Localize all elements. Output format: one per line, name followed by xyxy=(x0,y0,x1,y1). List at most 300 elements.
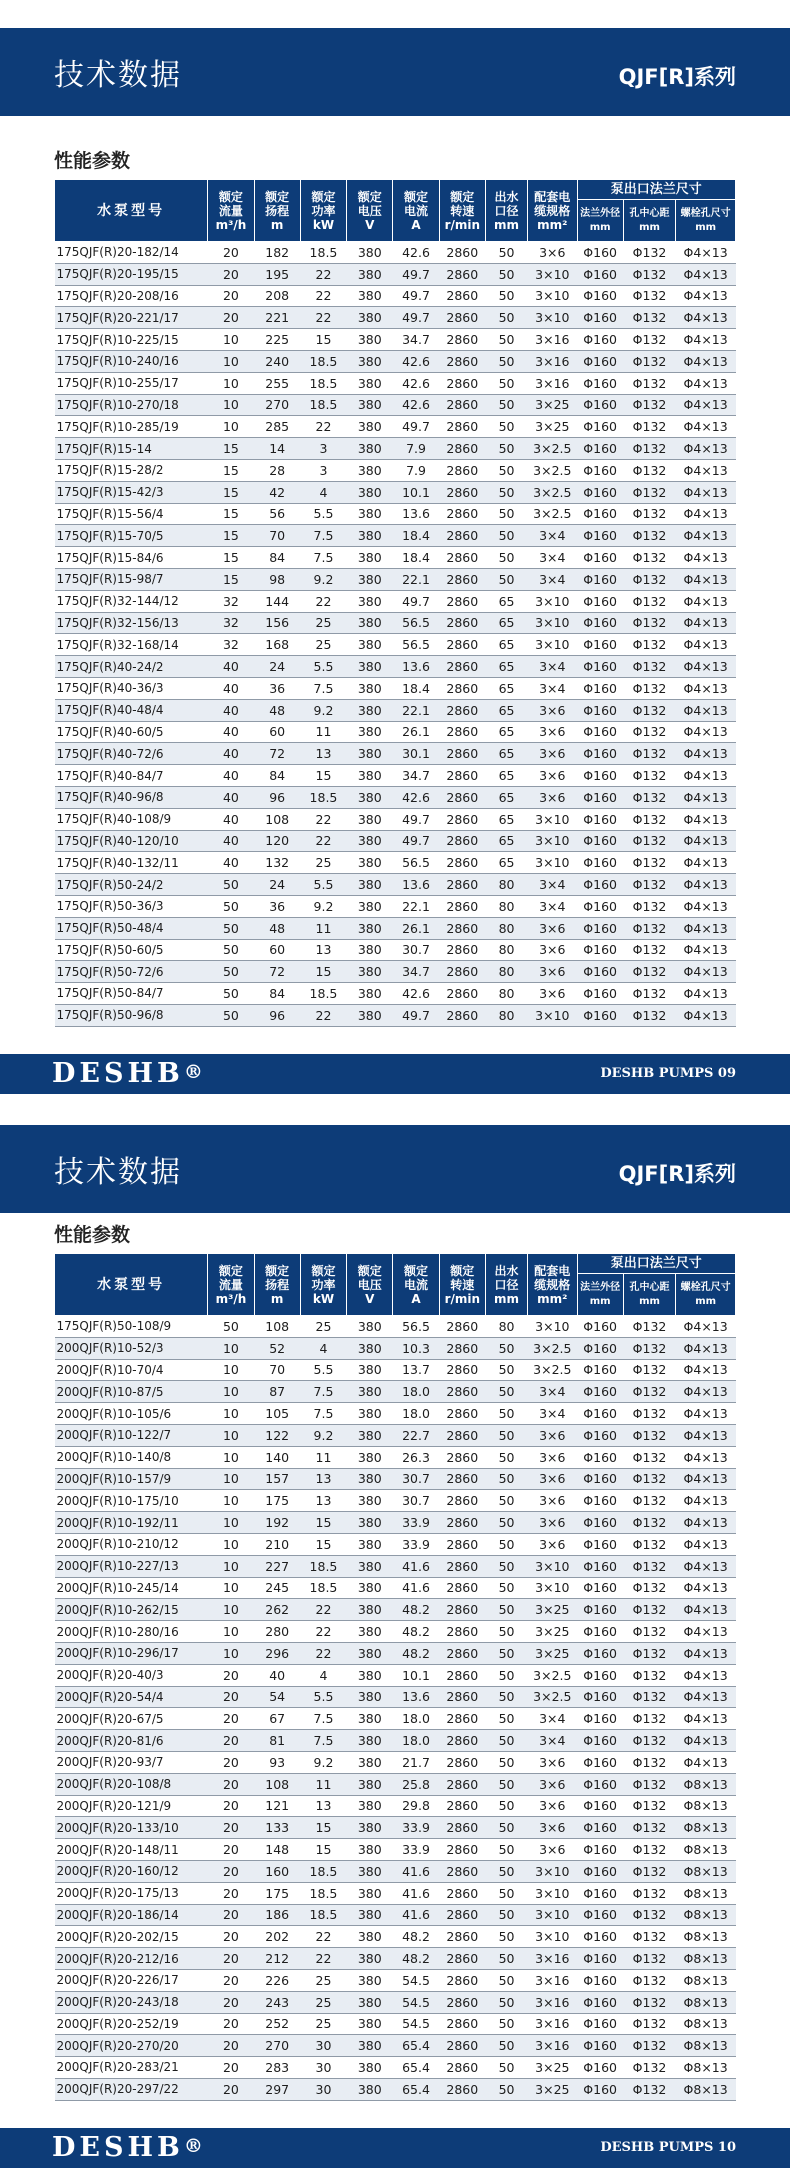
table-cell: 3×16 xyxy=(528,2035,577,2057)
table-cell: Φ4×13 xyxy=(676,1642,736,1664)
table-cell: 80 xyxy=(485,1316,527,1338)
table-cell: Φ4×13 xyxy=(676,1468,736,1490)
table-cell: 7.5 xyxy=(300,1730,346,1752)
cell-model: 175QJF(R)10-255/17 xyxy=(55,372,208,394)
table-cell: 380 xyxy=(347,1424,393,1446)
table-cell: 2860 xyxy=(439,2057,485,2079)
table-cell: 380 xyxy=(347,394,393,416)
table-cell: 18.4 xyxy=(393,525,439,547)
table-cell: 380 xyxy=(347,961,393,983)
table-cell: Φ4×13 xyxy=(676,242,736,264)
table-cell: 2860 xyxy=(439,350,485,372)
table-cell: 221 xyxy=(254,307,300,329)
table-cell: 20 xyxy=(208,1839,254,1861)
table-cell: 24 xyxy=(254,874,300,896)
table-cell: Φ132 xyxy=(623,1424,675,1446)
table-cell: Φ4×13 xyxy=(676,1621,736,1643)
cell-model: 175QJF(R)40-72/6 xyxy=(55,743,208,765)
table-cell: 285 xyxy=(254,416,300,438)
table-cell: 212 xyxy=(254,1948,300,1970)
table-cell: Φ132 xyxy=(623,1599,675,1621)
table-cell: 50 xyxy=(485,1446,527,1468)
cell-model: 175QJF(R)20-182/14 xyxy=(55,242,208,264)
table-cell: 20 xyxy=(208,2035,254,2057)
table-cell: 13.6 xyxy=(393,874,439,896)
table-cell: Φ4×13 xyxy=(676,743,736,765)
table-cell: 380 xyxy=(347,372,393,394)
col-hole-center: 孔中心距 mm xyxy=(623,1274,675,1316)
table-cell: Φ4×13 xyxy=(676,394,736,416)
table-cell: 3×4 xyxy=(528,1708,577,1730)
table-cell: 380 xyxy=(347,1686,393,1708)
table-cell: 3×6 xyxy=(528,699,577,721)
col-flange-group: 泵出口法兰尺寸 xyxy=(577,180,736,200)
table-cell: 18.4 xyxy=(393,677,439,699)
table-cell: 380 xyxy=(347,416,393,438)
table-cell: 30.7 xyxy=(393,939,439,961)
table-cell: Φ4×13 xyxy=(676,634,736,656)
cell-model: 200QJF(R)10-262/15 xyxy=(55,1599,208,1621)
brand-logo: DESHB® xyxy=(52,2132,203,2163)
table-row xyxy=(55,1555,736,1577)
table-cell: Φ132 xyxy=(623,634,675,656)
cell-model: 200QJF(R)20-81/6 xyxy=(55,1730,208,1752)
table-cell: 210 xyxy=(254,1533,300,1555)
table-row xyxy=(55,874,736,896)
table-cell: Φ160 xyxy=(577,743,623,765)
table-cell: 2860 xyxy=(439,612,485,634)
table-cell: 50 xyxy=(485,1490,527,1512)
table-cell: 380 xyxy=(347,656,393,678)
table-cell: Φ4×13 xyxy=(676,1381,736,1403)
table-cell: 50 xyxy=(208,874,254,896)
table-cell: 50 xyxy=(208,983,254,1005)
table-cell: 20 xyxy=(208,2013,254,2035)
table-row xyxy=(55,1533,736,1555)
table-cell: 26.1 xyxy=(393,917,439,939)
table-cell: 2860 xyxy=(439,1403,485,1425)
table-cell: Φ132 xyxy=(623,1773,675,1795)
table-cell: 7.5 xyxy=(300,1708,346,1730)
table-cell: Φ160 xyxy=(577,329,623,351)
table-cell: Φ4×13 xyxy=(676,1686,736,1708)
table-cell: 10 xyxy=(208,1337,254,1359)
table-cell: Φ160 xyxy=(577,568,623,590)
table-cell: 2860 xyxy=(439,961,485,983)
table-cell: 28 xyxy=(254,459,300,481)
table-cell: 380 xyxy=(347,2078,393,2100)
table-cell: Φ8×13 xyxy=(676,2057,736,2079)
table-cell: 2860 xyxy=(439,1359,485,1381)
table-cell: 2860 xyxy=(439,525,485,547)
table-cell: 15 xyxy=(300,961,346,983)
table-cell: 65.4 xyxy=(393,2078,439,2100)
table-row xyxy=(55,285,736,307)
table-cell: 20 xyxy=(208,1686,254,1708)
table-cell: Φ132 xyxy=(623,786,675,808)
table-cell: 3×4 xyxy=(528,677,577,699)
col-flange-od: 法兰外径 mm xyxy=(577,1274,623,1316)
table-cell: 2860 xyxy=(439,1337,485,1359)
table-cell: 48.2 xyxy=(393,1642,439,1664)
table-cell: 3×6 xyxy=(528,743,577,765)
table-cell: 11 xyxy=(300,1446,346,1468)
table-cell: Φ132 xyxy=(623,1359,675,1381)
table-cell: 2860 xyxy=(439,1490,485,1512)
table-cell: Φ160 xyxy=(577,1926,623,1948)
table-row xyxy=(55,1642,736,1664)
table-cell: Φ132 xyxy=(623,503,675,525)
table-cell: Φ132 xyxy=(623,307,675,329)
table-cell: 50 xyxy=(485,1817,527,1839)
cell-model: 175QJF(R)15-14 xyxy=(55,438,208,460)
cell-model: 200QJF(R)20-186/14 xyxy=(55,1904,208,1926)
table-cell: Φ8×13 xyxy=(676,1817,736,1839)
table-cell: 3×25 xyxy=(528,2057,577,2079)
table-row xyxy=(55,961,736,983)
table-cell: 49.7 xyxy=(393,1004,439,1026)
table-row xyxy=(55,1948,736,1970)
table-cell: 80 xyxy=(485,939,527,961)
table-cell: 20 xyxy=(208,285,254,307)
table-cell: Φ4×13 xyxy=(676,1337,736,1359)
table-row xyxy=(55,1686,736,1708)
table-row xyxy=(55,1751,736,1773)
table-cell: 121 xyxy=(254,1795,300,1817)
table-cell: Φ4×13 xyxy=(676,1512,736,1534)
cell-model: 175QJF(R)40-132/11 xyxy=(55,852,208,874)
table-cell: 15 xyxy=(208,547,254,569)
table-cell: Φ132 xyxy=(623,1686,675,1708)
table-cell: Φ160 xyxy=(577,1490,623,1512)
table-cell: 5.5 xyxy=(300,1359,346,1381)
table-cell: 3×10 xyxy=(528,263,577,285)
table-cell: Φ160 xyxy=(577,1381,623,1403)
table-cell: 132 xyxy=(254,852,300,874)
table-cell: Φ160 xyxy=(577,438,623,460)
table-cell: Φ160 xyxy=(577,1708,623,1730)
table-cell: Φ160 xyxy=(577,525,623,547)
cell-model: 175QJF(R)50-48/4 xyxy=(55,917,208,939)
table-cell: 2860 xyxy=(439,1642,485,1664)
table-cell: Φ8×13 xyxy=(676,1795,736,1817)
table-row xyxy=(55,568,736,590)
table-cell: 40 xyxy=(208,830,254,852)
table-cell: 48.2 xyxy=(393,1599,439,1621)
table-cell: Φ160 xyxy=(577,285,623,307)
table-cell: 56.5 xyxy=(393,852,439,874)
table-cell: 29.8 xyxy=(393,1795,439,1817)
table-row xyxy=(55,1424,736,1446)
table-cell: Φ132 xyxy=(623,808,675,830)
table-cell: 10 xyxy=(208,1424,254,1446)
table-cell: 84 xyxy=(254,983,300,1005)
col-cable: 配套电 缆规格 mm² xyxy=(528,180,577,242)
table-cell: 15 xyxy=(300,329,346,351)
table-cell: Φ160 xyxy=(577,394,623,416)
table-cell: Φ132 xyxy=(623,852,675,874)
table-cell: 65.4 xyxy=(393,2035,439,2057)
table-cell: 30.7 xyxy=(393,1490,439,1512)
table-cell: 2860 xyxy=(439,1751,485,1773)
table-cell: 226 xyxy=(254,1969,300,1991)
table-cell: Φ132 xyxy=(623,1533,675,1555)
table-cell: 50 xyxy=(485,1991,527,2013)
table-cell: 65 xyxy=(485,721,527,743)
table-cell: 50 xyxy=(208,895,254,917)
table-cell: Φ160 xyxy=(577,656,623,678)
table-cell: 3×6 xyxy=(528,242,577,264)
table-cell: 3×6 xyxy=(528,1839,577,1861)
table-cell: Φ132 xyxy=(623,2035,675,2057)
table-cell: 54.5 xyxy=(393,1969,439,1991)
table-cell: 22.7 xyxy=(393,1424,439,1446)
table-row xyxy=(55,1359,736,1381)
table-cell: Φ160 xyxy=(577,765,623,787)
table-cell: 26.3 xyxy=(393,1446,439,1468)
table-cell: Φ4×13 xyxy=(676,1490,736,1512)
table-cell: Φ4×13 xyxy=(676,939,736,961)
table-row xyxy=(55,1969,736,1991)
table-cell: 34.7 xyxy=(393,961,439,983)
col-speed: 额定 转速 r/min xyxy=(439,1254,485,1316)
table-cell: 120 xyxy=(254,830,300,852)
table-cell: 240 xyxy=(254,350,300,372)
table-cell: 380 xyxy=(347,1599,393,1621)
table-cell: 380 xyxy=(347,2057,393,2079)
table-cell: Φ4×13 xyxy=(676,525,736,547)
cell-model: 200QJF(R)20-226/17 xyxy=(55,1969,208,1991)
table-cell: 33.9 xyxy=(393,1839,439,1861)
table-row xyxy=(55,786,736,808)
table-cell: Φ160 xyxy=(577,961,623,983)
table-cell: 50 xyxy=(485,1642,527,1664)
table-cell: Φ160 xyxy=(577,1991,623,2013)
table-cell: 22 xyxy=(300,263,346,285)
table-cell: 25.8 xyxy=(393,1773,439,1795)
table-cell: Φ4×13 xyxy=(676,1708,736,1730)
table-cell: 18.0 xyxy=(393,1730,439,1752)
table-cell: 22 xyxy=(300,1004,346,1026)
table-cell: 140 xyxy=(254,1446,300,1468)
table-cell: Φ132 xyxy=(623,612,675,634)
table-cell: 50 xyxy=(485,285,527,307)
cell-model: 200QJF(R)20-202/15 xyxy=(55,1926,208,1948)
table-cell: 182 xyxy=(254,242,300,264)
table-cell: Φ160 xyxy=(577,677,623,699)
table-row xyxy=(55,1773,736,1795)
table-cell: 50 xyxy=(485,263,527,285)
table-row xyxy=(55,1795,736,1817)
col-flange-group: 泵出口法兰尺寸 xyxy=(577,1254,736,1274)
table-cell: 2860 xyxy=(439,1316,485,1338)
table-row xyxy=(55,1381,736,1403)
table-cell: Φ160 xyxy=(577,1004,623,1026)
table-cell: 3×2.5 xyxy=(528,1664,577,1686)
col-current: 额定 电流 A xyxy=(393,180,439,242)
table-cell: 50 xyxy=(485,2035,527,2057)
cell-model: 200QJF(R)20-252/19 xyxy=(55,2013,208,2035)
table-cell: 2860 xyxy=(439,1991,485,2013)
table-cell: 380 xyxy=(347,743,393,765)
table-cell: 13 xyxy=(300,1468,346,1490)
table-cell: 22 xyxy=(300,590,346,612)
table-cell: Φ132 xyxy=(623,917,675,939)
table-row xyxy=(55,1860,736,1882)
table-row xyxy=(55,481,736,503)
table-cell: 41.6 xyxy=(393,1882,439,1904)
table-cell: Φ4×13 xyxy=(676,438,736,460)
table-cell: 18.4 xyxy=(393,547,439,569)
table-cell: 10 xyxy=(208,1381,254,1403)
table-cell: 50 xyxy=(485,1708,527,1730)
table-cell: 10 xyxy=(208,1359,254,1381)
table-cell: 2860 xyxy=(439,699,485,721)
table-cell: 3×10 xyxy=(528,1926,577,1948)
table-cell: 65 xyxy=(485,786,527,808)
table-cell: Φ4×13 xyxy=(676,1533,736,1555)
table-cell: 22.1 xyxy=(393,568,439,590)
cell-model: 175QJF(R)10-285/19 xyxy=(55,416,208,438)
table-cell: 42.6 xyxy=(393,983,439,1005)
table-cell: Φ160 xyxy=(577,1686,623,1708)
table-cell: 13 xyxy=(300,1795,346,1817)
table-cell: 50 xyxy=(485,438,527,460)
table-cell: 2860 xyxy=(439,1926,485,1948)
table-row xyxy=(55,525,736,547)
table-cell: 7.5 xyxy=(300,547,346,569)
table-cell: 80 xyxy=(485,983,527,1005)
table-cell: 50 xyxy=(485,1730,527,1752)
table-cell: 50 xyxy=(485,307,527,329)
table-row xyxy=(55,242,736,264)
table-row xyxy=(55,656,736,678)
table-cell: 2860 xyxy=(439,2078,485,2100)
table-cell: Φ4×13 xyxy=(676,503,736,525)
table-row xyxy=(55,917,736,939)
table-cell: Φ4×13 xyxy=(676,547,736,569)
table-cell: 50 xyxy=(485,1381,527,1403)
cell-model: 175QJF(R)40-108/9 xyxy=(55,808,208,830)
table-cell: 380 xyxy=(347,1708,393,1730)
table-cell: 3×10 xyxy=(528,1555,577,1577)
table-row xyxy=(55,350,736,372)
table-cell: Φ4×13 xyxy=(676,612,736,634)
table-cell: 41.6 xyxy=(393,1904,439,1926)
table-cell: 380 xyxy=(347,1860,393,1882)
table-cell: Φ4×13 xyxy=(676,983,736,1005)
table-cell: 380 xyxy=(347,874,393,896)
table-cell: Φ132 xyxy=(623,590,675,612)
table-cell: 20 xyxy=(208,1882,254,1904)
table-cell: 252 xyxy=(254,2013,300,2035)
table-cell: 9.2 xyxy=(300,895,346,917)
table-cell: Φ160 xyxy=(577,1839,623,1861)
cell-model: 200QJF(R)10-157/9 xyxy=(55,1468,208,1490)
table-row xyxy=(55,590,736,612)
table-cell: 2860 xyxy=(439,2013,485,2035)
table-row xyxy=(55,459,736,481)
table-cell: Φ132 xyxy=(623,285,675,307)
table-cell: 30 xyxy=(300,2057,346,2079)
table-cell: 175 xyxy=(254,1882,300,1904)
table-cell: 10 xyxy=(208,1577,254,1599)
table-cell: Φ4×13 xyxy=(676,1359,736,1381)
table-cell: Φ4×13 xyxy=(676,1316,736,1338)
table-cell: Φ132 xyxy=(623,263,675,285)
table-cell: 3×4 xyxy=(528,1403,577,1425)
table-cell: 80 xyxy=(485,961,527,983)
table-cell: 10.1 xyxy=(393,1664,439,1686)
table-cell: 380 xyxy=(347,1904,393,1926)
table-cell: Φ160 xyxy=(577,1773,623,1795)
table-cell: 26.1 xyxy=(393,721,439,743)
table-cell: 2860 xyxy=(439,1381,485,1403)
table-cell: Φ4×13 xyxy=(676,852,736,874)
table-cell: 50 xyxy=(485,1904,527,1926)
table-cell: 2860 xyxy=(439,242,485,264)
table-cell: Φ4×13 xyxy=(676,1751,736,1773)
table-cell: 2860 xyxy=(439,1773,485,1795)
table-cell: 49.7 xyxy=(393,590,439,612)
table-cell: Φ132 xyxy=(623,372,675,394)
table-cell: Φ160 xyxy=(577,1337,623,1359)
table-cell: 50 xyxy=(485,547,527,569)
table-cell: 5.5 xyxy=(300,503,346,525)
col-head: 额定 扬程 m xyxy=(254,1254,300,1316)
table-cell: 20 xyxy=(208,1991,254,2013)
table-cell: Φ160 xyxy=(577,1468,623,1490)
table-cell: 80 xyxy=(485,917,527,939)
table-cell: 380 xyxy=(347,1004,393,1026)
cell-model: 175QJF(R)20-195/15 xyxy=(55,263,208,285)
table-cell: Φ132 xyxy=(623,1926,675,1948)
cell-model: 200QJF(R)20-148/11 xyxy=(55,1839,208,1861)
table-row xyxy=(55,1664,736,1686)
table-cell: Φ132 xyxy=(623,459,675,481)
table-cell: 56.5 xyxy=(393,612,439,634)
table-cell: 96 xyxy=(254,786,300,808)
cell-model: 175QJF(R)50-84/7 xyxy=(55,983,208,1005)
table-cell: 56 xyxy=(254,503,300,525)
table-row xyxy=(55,1839,736,1861)
table-cell: 42.6 xyxy=(393,242,439,264)
table-cell: 13 xyxy=(300,743,346,765)
table-cell: Φ4×13 xyxy=(676,1599,736,1621)
table-row xyxy=(55,808,736,830)
table-cell: Φ160 xyxy=(577,786,623,808)
table-cell: 18.0 xyxy=(393,1381,439,1403)
table-cell: 24 xyxy=(254,656,300,678)
table-cell: 10 xyxy=(208,416,254,438)
table-cell: Φ8×13 xyxy=(676,1948,736,1970)
table-cell: Φ132 xyxy=(623,481,675,503)
table-cell: 30.1 xyxy=(393,743,439,765)
table-cell: Φ4×13 xyxy=(676,874,736,896)
table-cell: 3×25 xyxy=(528,1599,577,1621)
table-row xyxy=(55,743,736,765)
table-cell: 50 xyxy=(485,350,527,372)
table-cell: 18.5 xyxy=(300,1904,346,1926)
table-cell: 3×10 xyxy=(528,1577,577,1599)
table-cell: 65 xyxy=(485,612,527,634)
table-cell: 15 xyxy=(208,525,254,547)
table-cell: 33.9 xyxy=(393,1512,439,1534)
table-cell: 3×10 xyxy=(528,634,577,656)
table-cell: 65 xyxy=(485,852,527,874)
table-cell: 3×10 xyxy=(528,285,577,307)
table-cell: Φ160 xyxy=(577,242,623,264)
